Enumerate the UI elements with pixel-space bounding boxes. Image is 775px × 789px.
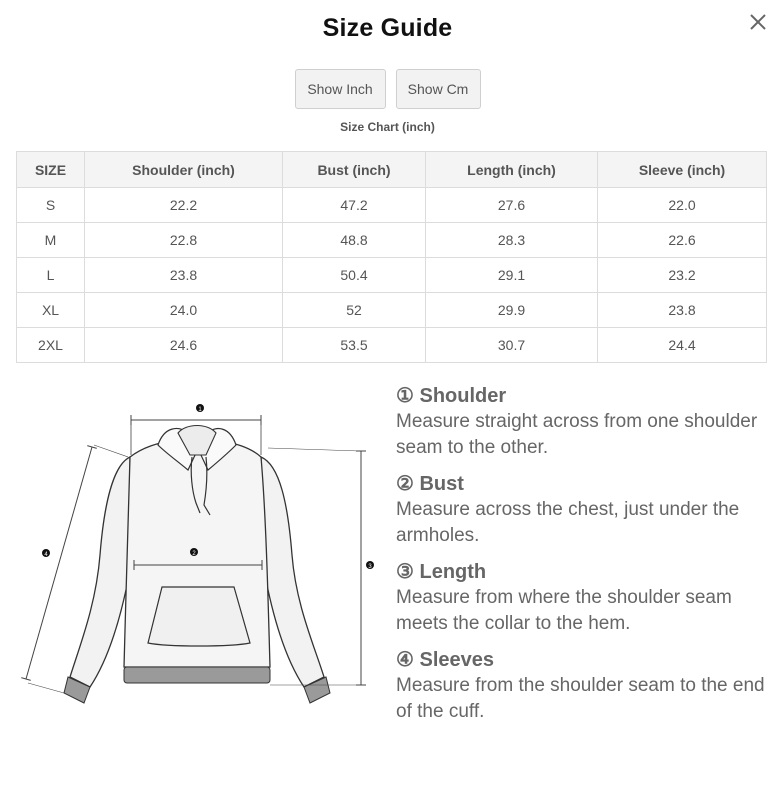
cell-length: 27.6 [426,188,598,223]
measurement-title: ③ Length [396,561,487,583]
measurement-text: Measure across the chest, just under the armholes. [396,499,740,546]
table-row [17,328,767,363]
measurement-text: Measure straight across from one shoulder seam to the other. [396,411,758,458]
unit-toggle [0,69,775,109]
cell-length: 28.3 [426,223,598,258]
cell-size: S [17,188,85,223]
hoodie-measurement-illustration [18,395,383,710]
show-inch-button[interactable]: Show Inch [295,69,386,109]
table-header-row [17,152,767,188]
marker-3-label: 3 [368,564,372,570]
cell-bust: 47.2 [283,188,426,223]
show-cm-button[interactable]: Show Cm [396,69,481,109]
cell-sleeve: 23.2 [598,258,767,293]
measurement-shoulder [396,383,774,461]
cell-shoulder: 22.8 [85,223,283,258]
measurement-title: ① Shoulder [396,385,507,407]
measurement-title: ② Bust [396,473,464,495]
cell-sleeve: 22.6 [598,223,767,258]
cell-sleeve: 23.8 [598,293,767,328]
hoodie-icon [18,395,383,710]
measurement-title: ④ Sleeves [396,649,494,671]
cell-size: M [17,223,85,258]
cell-shoulder: 24.6 [85,328,283,363]
cell-sleeve: 24.4 [598,328,767,363]
cell-length: 29.9 [426,293,598,328]
measurement-length [396,559,774,637]
close-button[interactable] [744,8,772,36]
size-table [16,151,767,363]
marker-4-label: 4 [44,552,48,558]
cell-size: XL [17,293,85,328]
table-row [17,258,767,293]
cell-length: 29.1 [426,258,598,293]
modal-title: Size Guide [322,14,453,42]
header-bust: Bust (inch) [283,152,426,188]
header-size: SIZE [17,152,85,188]
cell-bust: 50.4 [283,258,426,293]
measurement-bust [396,471,774,549]
cell-length: 30.7 [426,328,598,363]
cell-size: 2XL [17,328,85,363]
close-icon [748,12,768,32]
cell-bust: 53.5 [283,328,426,363]
table-row [17,188,767,223]
cell-shoulder: 24.0 [85,293,283,328]
header-shoulder: Shoulder (inch) [85,152,283,188]
cell-sleeve: 22.0 [598,188,767,223]
measurement-text: Measure from where the shoulder seam meets the collar to the hem. [396,587,732,634]
cell-bust: 52 [283,293,426,328]
cell-size: L [17,258,85,293]
cell-bust: 48.8 [283,223,426,258]
header-sleeve: Sleeve (inch) [598,152,767,188]
measurement-sleeves [396,647,774,725]
cell-shoulder: 22.2 [85,188,283,223]
measurement-text: Measure from the shoulder seam to the end of the cuff. [396,675,765,722]
marker-2-label: 2 [192,551,196,557]
cell-shoulder: 23.8 [85,258,283,293]
table-row [17,223,767,258]
measurement-descriptions [396,383,774,735]
marker-1-label: 1 [198,407,202,413]
table-row [17,293,767,328]
header-length: Length (inch) [426,152,598,188]
size-chart-caption: Size Chart (inch) [340,120,435,134]
